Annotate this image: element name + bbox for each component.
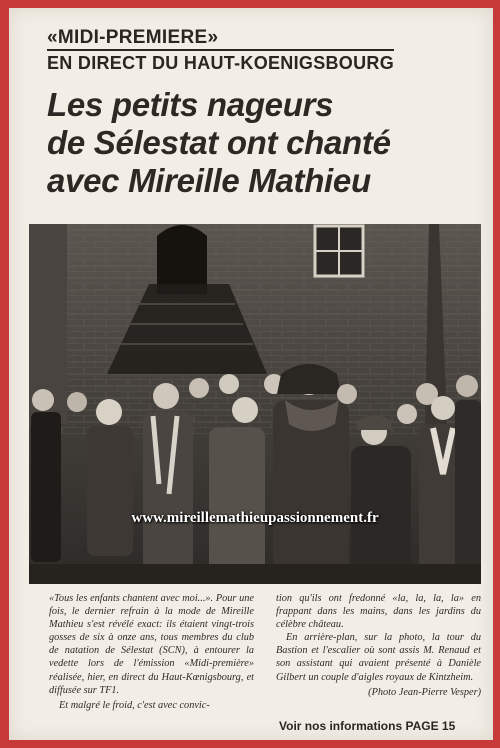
headline-line2: de Sélestat ont chanté [47,124,391,161]
kicker-line1: «MIDI-PREMIERE» [47,27,219,48]
article-paragraph: «Tous les enfants chantent avec moi...». Pour une fois, le dernier refrain à la mode de Mireille Mathieu s'est révélé exact: ils étaient vingt-trois gosses de six à onze ans, tous membres du club de natation de Sélestat (SCN), à entourer la vedette lors de l'émission «Midi-première» réalisée, hier, en direct du Haut-Kœnigsbourg, et diffusée sur TF1. [49,593,254,696]
article-paragraph: En arrière-plan, sur la photo, la tour du Bastion et l'escalier où sont assis M. Renaud et son assistant qui avaient présenté à Danièle Gilbert un couple d'aigles royaux de Kintzheim. [276,632,481,683]
headline [47,86,487,200]
kicker-line2: EN DIRECT DU HAUT-KOENIGSBOURG [47,49,394,74]
photo-illustration [29,224,481,584]
kicker [47,27,487,75]
article-column-left [49,592,254,712]
article-column-right [276,592,481,699]
headline-line1: Les petits nageurs [47,86,334,123]
headline-line3: avec Mireille Mathieu [47,162,371,199]
article-paragraph: Et malgré le froid, c'est avec convic- [59,699,210,711]
article-paragraph: tion qu'ils ont fredonné «la, la, la, la» en frappant dans les mains, dans les jardins du célèbre château. [276,593,481,631]
photo-credit: (Photo Jean-Pierre Vesper) [368,686,481,698]
news-photo [29,224,481,584]
watermark: www.mireillemathieupassionnement.fr [131,510,379,526]
see-more-link: Voir nos informations PAGE 15 [279,719,456,733]
